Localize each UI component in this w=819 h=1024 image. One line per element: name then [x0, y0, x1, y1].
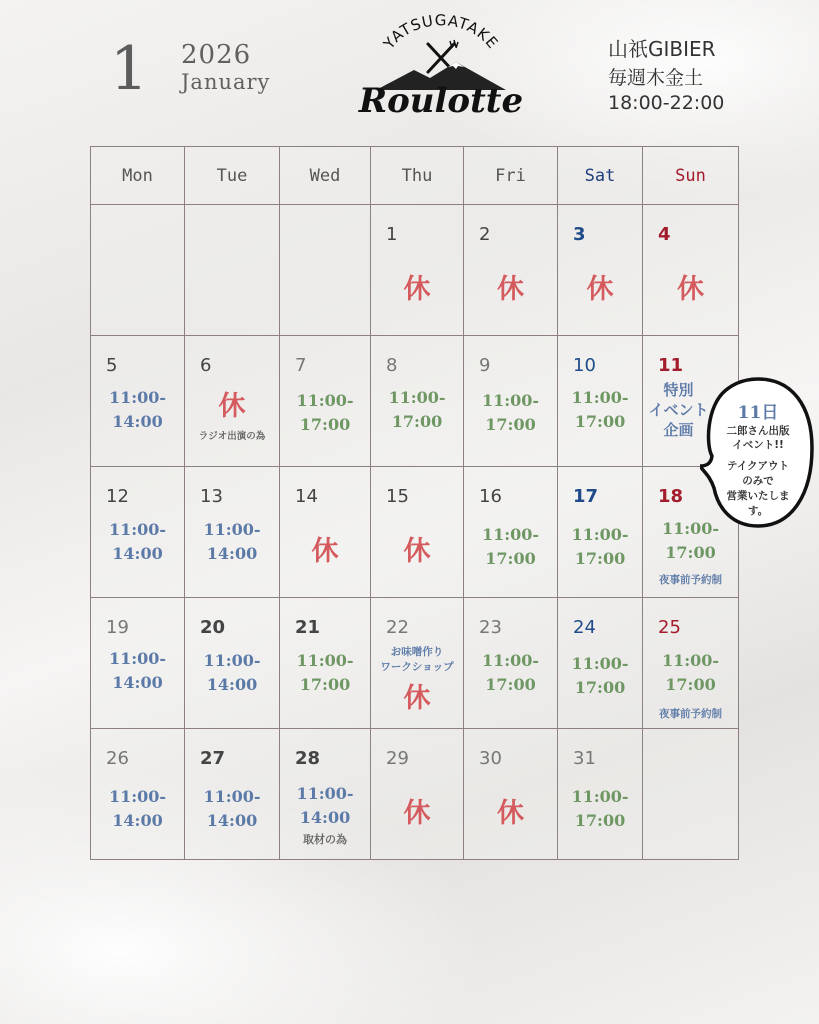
- business-hours: 11:00- 17:00: [661, 651, 720, 694]
- business-hours: 11:00- 17:00: [481, 525, 540, 568]
- weekday-thu: Thu: [371, 147, 464, 205]
- day-note: 夜事前予約制: [659, 574, 722, 586]
- weekday-tue: Tue: [185, 147, 280, 205]
- svg-text:YATSUGATAKE: [379, 14, 502, 53]
- business-hours: 11:00- 14:00: [108, 649, 167, 692]
- day-number: 27: [200, 748, 226, 769]
- business-hours: 11:00- 14:00: [203, 520, 261, 563]
- year-label: 2026: [181, 40, 252, 70]
- business-hours: 11:00- 14:00: [203, 651, 261, 694]
- day-number: 9: [479, 355, 491, 376]
- day-number: 24: [573, 617, 596, 638]
- closed-mark: 休: [677, 274, 704, 305]
- day-number: 15: [386, 486, 409, 507]
- day-number: 8: [386, 355, 398, 376]
- weekday-mon: Mon: [91, 147, 185, 205]
- day-number: 5: [106, 355, 118, 376]
- day-cell: [280, 598, 371, 729]
- day-note: ラジオ出演の為: [198, 431, 266, 442]
- day-cell: [91, 598, 185, 729]
- weekday-sat: Sat: [558, 147, 643, 205]
- shop-days: 毎週木金土: [608, 67, 704, 89]
- day-cell-empty: [91, 205, 185, 336]
- day-number: 10: [573, 355, 596, 376]
- week-row: [91, 729, 739, 860]
- roulotte-logo: [356, 14, 526, 124]
- week-row: [91, 467, 739, 598]
- closed-mark: 休: [218, 391, 246, 422]
- day-number: 6: [200, 355, 212, 376]
- day-cell: [643, 598, 739, 729]
- day-cell: [91, 467, 185, 598]
- day-cell: [185, 336, 280, 467]
- closed-mark: 休: [497, 798, 524, 829]
- day-number: 19: [106, 617, 129, 638]
- day-number: 2: [479, 224, 491, 245]
- day-cell: [91, 336, 185, 467]
- bubble-line: のみで: [742, 475, 774, 487]
- bubble-line: す。: [747, 505, 769, 517]
- day-number: 13: [200, 486, 223, 507]
- day-number: 14: [295, 486, 318, 507]
- business-hours: 11:00- 17:00: [296, 391, 354, 434]
- day-number: 11: [658, 355, 684, 376]
- closed-mark: 休: [403, 683, 431, 714]
- weekday-fri: Fri: [464, 147, 558, 205]
- month-name-label: January: [181, 70, 271, 94]
- day-cell: [464, 467, 558, 598]
- shop-hours: 18:00-22:00: [608, 92, 725, 114]
- day-number: 16: [479, 486, 502, 507]
- closed-mark: 休: [586, 274, 614, 305]
- business-hours: 11:00- 14:00: [108, 520, 167, 563]
- day-cell: [91, 729, 185, 860]
- business-hours: 11:00- 17:00: [481, 651, 540, 694]
- day-cell: [280, 729, 371, 860]
- day-cell-empty: [185, 205, 280, 336]
- business-hours: 11:00- 17:00: [571, 787, 629, 830]
- day-cell: [464, 205, 558, 336]
- calendar-grid: [90, 146, 739, 860]
- closed-mark: 休: [403, 536, 431, 567]
- day-cell: [280, 467, 371, 598]
- day-cell: [280, 336, 371, 467]
- day-cell: [185, 467, 280, 598]
- month-number: 1: [110, 34, 149, 104]
- business-hours: 11:00- 14:00: [108, 787, 167, 830]
- day-number: 31: [573, 748, 596, 769]
- day-number: 18: [658, 486, 684, 507]
- day-cell: [558, 467, 643, 598]
- business-hours: 11:00- 17:00: [388, 388, 446, 431]
- week-row: [91, 598, 739, 729]
- business-hours: 11:00- 17:00: [296, 651, 354, 694]
- weekday-header-row: [91, 147, 739, 205]
- weekday-sun: Sun: [643, 147, 739, 205]
- closed-mark: 休: [497, 274, 524, 305]
- day-cell-empty: [280, 205, 371, 336]
- bubble-line: テイクアウト: [726, 460, 790, 472]
- day-note: 夜事前予約制: [659, 708, 722, 720]
- day-cell: [185, 729, 280, 860]
- day-cell: [464, 336, 558, 467]
- day-cell: [185, 598, 280, 729]
- day-cell-empty: [643, 729, 739, 860]
- business-hours: 11:00- 14:00: [203, 787, 261, 830]
- day-number: 25: [658, 617, 681, 638]
- day-cell: [371, 467, 464, 598]
- day-cell: [371, 598, 464, 729]
- day-number: 29: [386, 748, 409, 769]
- closed-mark: 休: [403, 798, 431, 829]
- closed-mark: 休: [403, 274, 431, 305]
- logo-top-text: YATSUGATAKE: [379, 14, 503, 53]
- day-cell: [371, 729, 464, 860]
- day-note: 取材の為: [303, 833, 347, 846]
- day-number: 22: [386, 617, 409, 638]
- day-number: 26: [106, 748, 129, 769]
- business-hours: 11:00- 17:00: [571, 654, 629, 697]
- bubble-title: 11日: [737, 403, 779, 423]
- day-cell: [558, 729, 643, 860]
- day-number: 7: [295, 355, 307, 376]
- day-number: 3: [573, 224, 586, 245]
- business-hours: 11:00- 17:00: [571, 525, 629, 568]
- day-cell: [464, 729, 558, 860]
- business-hours: 11:00- 17:00: [571, 388, 629, 431]
- day-cell: [558, 598, 643, 729]
- day-cell: [464, 598, 558, 729]
- shop-name: 山祇GIBIER: [608, 37, 716, 61]
- day-number: 17: [573, 486, 599, 507]
- event-label: 特別 イベント 企画: [648, 381, 709, 439]
- day-number: 1: [386, 224, 398, 245]
- day-cell: [558, 205, 643, 336]
- business-hours: 11:00- 14:00: [108, 388, 167, 431]
- day-number: 4: [658, 224, 671, 245]
- day-number: 20: [200, 617, 226, 638]
- day-cell: [371, 336, 464, 467]
- week-row: [91, 205, 739, 336]
- day-number: 21: [295, 617, 321, 638]
- logo-brand-text: Roulotte: [358, 81, 524, 121]
- week-row: [91, 336, 739, 467]
- weekday-wed: Wed: [280, 147, 371, 205]
- day-number: 28: [295, 748, 321, 769]
- business-hours: 11:00- 17:00: [661, 519, 720, 562]
- bubble-line: イベント!!: [732, 439, 784, 451]
- day-number: 30: [479, 748, 502, 769]
- bubble-line: 二郎さん出版: [726, 425, 790, 437]
- business-hours: 11:00- 17:00: [481, 391, 540, 434]
- day-cell: [371, 205, 464, 336]
- bubble-line: 営業いたしま: [726, 490, 790, 502]
- closed-mark: 休: [311, 536, 339, 567]
- day-number: 12: [106, 486, 129, 507]
- event-note: お味噌作り ワークショップ: [380, 646, 454, 673]
- day-cell: [643, 205, 739, 336]
- day-number: 23: [479, 617, 502, 638]
- business-hours: 11:00- 14:00: [296, 784, 354, 827]
